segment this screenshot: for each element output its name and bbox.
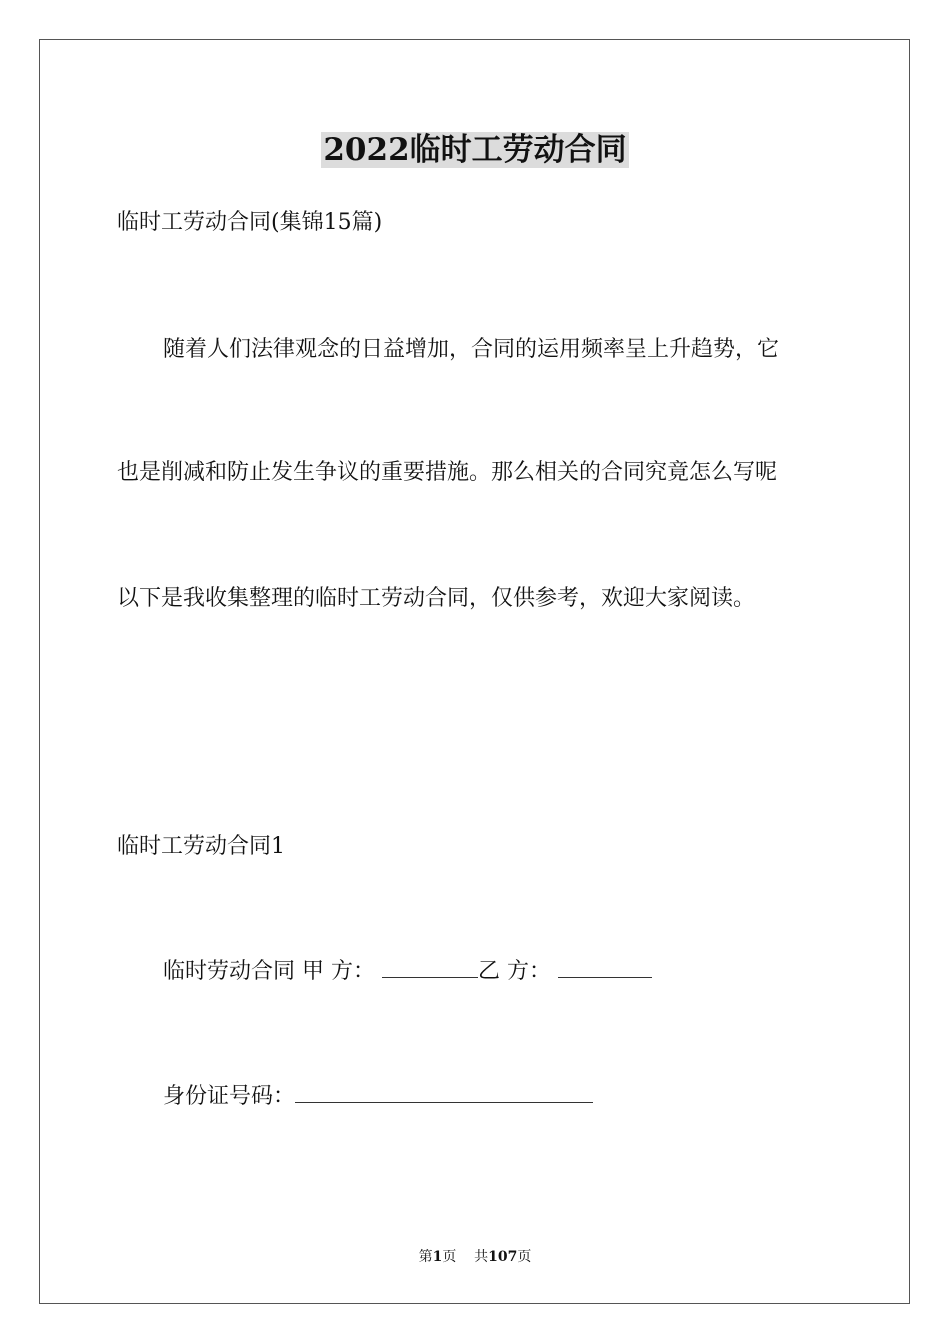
section-heading: 临时工劳动合同1: [117, 834, 285, 859]
document-subtitle: 临时工劳动合同(集锦15篇): [117, 210, 383, 235]
id-number-line: [163, 1082, 593, 1112]
total-pages: 107: [488, 1249, 518, 1265]
total-prefix: 共: [474, 1249, 489, 1265]
intro-paragraph-line-1: 随着人们法律观念的日益增加，合同的运用频率呈上升趋势，它: [163, 337, 780, 362]
party-a-label: 临时劳动合同 甲 方：: [163, 959, 375, 984]
id-number-blank: [295, 1082, 593, 1103]
party-b-label: 乙 方：: [478, 959, 551, 984]
intro-paragraph-line-2: 也是削减和防止发生争议的重要措施。那么相关的合同究竟怎么写呢: [117, 460, 778, 485]
page-suffix: 页: [442, 1249, 457, 1265]
id-number-label: 身份证号码：: [163, 1084, 296, 1109]
total-suffix: 页: [517, 1249, 532, 1265]
page-prefix: 第: [418, 1249, 433, 1265]
document-title: [0, 128, 950, 172]
party-a-blank: [382, 957, 478, 978]
party-b-blank: [558, 957, 652, 978]
page-footer: [0, 1247, 950, 1267]
document-title-text: 2022临时工劳动合同: [323, 132, 627, 168]
page-number: 1: [432, 1249, 443, 1265]
contract-parties-line: [163, 957, 652, 987]
intro-paragraph-line-3: 以下是我收集整理的临时工劳动合同，仅供参考，欢迎大家阅读。: [117, 586, 756, 611]
